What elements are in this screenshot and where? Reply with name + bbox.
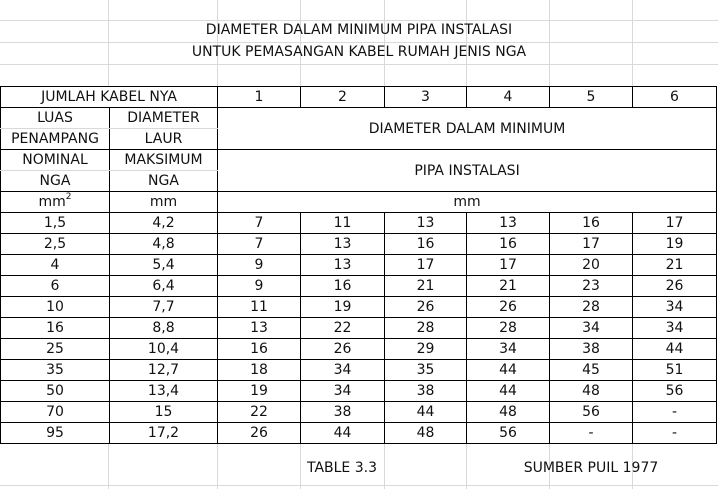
diameter-cell[interactable]: 16 <box>467 234 550 255</box>
diameter-cell[interactable]: 11 <box>218 297 301 318</box>
table-row <box>1 360 717 381</box>
area-cell[interactable]: 6 <box>1 276 110 297</box>
header-cell[interactable]: NOMINAL <box>1 150 110 171</box>
count-cell[interactable]: 4 <box>467 87 550 108</box>
diameter-cell[interactable]: 26 <box>218 423 301 444</box>
table-row <box>1 234 717 255</box>
area-cell[interactable]: 10 <box>1 297 110 318</box>
diameter-cell[interactable]: 34 <box>301 381 385 402</box>
table-reference: TABLE 3.3 <box>306 460 377 476</box>
grid-line <box>0 42 718 43</box>
diameter-cell[interactable]: 38 <box>550 339 633 360</box>
diameter-cell[interactable]: 17 <box>633 213 717 234</box>
count-cell[interactable]: 1 <box>218 87 301 108</box>
diameter-cell[interactable]: 13 <box>301 255 385 276</box>
diameter-cell[interactable]: 34 <box>467 339 550 360</box>
count-cell[interactable]: 5 <box>550 87 633 108</box>
unit-area-cell[interactable] <box>1 192 110 213</box>
diameter-cell[interactable]: - <box>633 423 717 444</box>
diameter-cell[interactable]: 23 <box>550 276 633 297</box>
grid-line <box>0 64 718 65</box>
diameter-cell[interactable]: 19 <box>218 381 301 402</box>
diameter-cell[interactable]: 38 <box>301 402 385 423</box>
area-cell[interactable]: 35 <box>1 360 110 381</box>
diameter-cell[interactable]: 19 <box>301 297 385 318</box>
diameter-cell[interactable]: 44 <box>467 360 550 381</box>
diameter-cell[interactable]: 21 <box>385 276 467 297</box>
table-row <box>1 402 717 423</box>
table-body <box>1 213 717 444</box>
diameter-cell[interactable]: - <box>550 423 633 444</box>
unit-mm-span-cell[interactable]: mm <box>218 192 717 213</box>
diameter-cell[interactable]: 51 <box>633 360 717 381</box>
diameter-cell[interactable]: 34 <box>633 318 717 339</box>
laur-cell[interactable]: 13,4 <box>110 381 218 402</box>
area-cell[interactable]: 1,5 <box>1 213 110 234</box>
diameter-cell[interactable]: 34 <box>550 318 633 339</box>
unit-row <box>1 192 717 213</box>
laur-cell[interactable]: 12,7 <box>110 360 218 381</box>
count-cell[interactable]: 6 <box>633 87 717 108</box>
laur-cell[interactable]: 4,2 <box>110 213 218 234</box>
diameter-cell[interactable]: 21 <box>633 255 717 276</box>
area-cell[interactable]: 95 <box>1 423 110 444</box>
grid-line <box>0 485 718 486</box>
diameter-cell[interactable]: 56 <box>633 381 717 402</box>
header-cell[interactable]: NGA <box>1 171 110 192</box>
table-row <box>1 318 717 339</box>
laur-cell[interactable]: 10,4 <box>110 339 218 360</box>
header-cell[interactable]: LAUR <box>110 129 218 150</box>
area-cell[interactable]: 25 <box>1 339 110 360</box>
laur-cell[interactable]: 8,8 <box>110 318 218 339</box>
diameter-cell[interactable]: 34 <box>301 360 385 381</box>
diameter-cell[interactable]: 21 <box>467 276 550 297</box>
diameter-cell[interactable]: 18 <box>218 360 301 381</box>
diameter-cell[interactable]: 16 <box>550 213 633 234</box>
header-row <box>1 108 717 129</box>
diameter-cell[interactable]: 35 <box>385 360 467 381</box>
sheet-title: DIAMETER DALAM MINIMUM PIPA INSTALASI <box>205 22 513 38</box>
diameter-cell[interactable]: 48 <box>550 381 633 402</box>
area-cell[interactable]: 2,5 <box>1 234 110 255</box>
header-cell[interactable]: LUAS <box>1 108 110 129</box>
diameter-cell[interactable]: 7 <box>218 234 301 255</box>
diameter-cell[interactable]: 28 <box>467 318 550 339</box>
diameter-cell[interactable]: 44 <box>385 402 467 423</box>
diameter-cell[interactable]: 48 <box>467 402 550 423</box>
table-row <box>1 339 717 360</box>
diameter-cell[interactable]: 22 <box>218 402 301 423</box>
diameter-cell[interactable]: 26 <box>385 297 467 318</box>
laur-cell[interactable]: 4,8 <box>110 234 218 255</box>
diameter-cell[interactable]: 38 <box>385 381 467 402</box>
laur-cell[interactable]: 7,7 <box>110 297 218 318</box>
diameter-cell[interactable]: 44 <box>467 381 550 402</box>
grid-line <box>0 20 718 21</box>
table-row <box>1 297 717 318</box>
diameter-min-header[interactable]: DIAMETER DALAM MINIMUM <box>218 108 717 150</box>
diameter-cell[interactable]: 9 <box>218 276 301 297</box>
count-cell[interactable]: 2 <box>301 87 385 108</box>
diameter-cell[interactable]: 22 <box>301 318 385 339</box>
diameter-cell[interactable]: 16 <box>301 276 385 297</box>
diameter-cell[interactable]: 45 <box>550 360 633 381</box>
diameter-cell[interactable]: 7 <box>218 213 301 234</box>
table-row <box>1 381 717 402</box>
count-header-row <box>1 87 717 108</box>
laur-cell[interactable]: 6,4 <box>110 276 218 297</box>
diameter-cell[interactable]: 20 <box>550 255 633 276</box>
laur-cell[interactable]: 17,2 <box>110 423 218 444</box>
diameter-cell[interactable]: 28 <box>385 318 467 339</box>
diameter-cell[interactable]: 13 <box>467 213 550 234</box>
header-cell[interactable]: PENAMPANG <box>1 129 110 150</box>
unit-mm-cell[interactable]: mm <box>110 192 218 213</box>
diameter-cell[interactable]: 9 <box>218 255 301 276</box>
diameter-cell[interactable]: 16 <box>385 234 467 255</box>
count-cell[interactable]: 3 <box>385 87 467 108</box>
sheet-subtitle: UNTUK PEMASANGAN KABEL RUMAH JENIS NGA <box>191 44 527 60</box>
diameter-cell[interactable]: 26 <box>467 297 550 318</box>
unit-area-sup: 2 <box>65 192 72 202</box>
area-cell[interactable]: 4 <box>1 255 110 276</box>
header-cell[interactable]: NGA <box>110 171 218 192</box>
diameter-cell[interactable]: 26 <box>633 276 717 297</box>
diameter-cell[interactable]: 26 <box>301 339 385 360</box>
count-label-cell[interactable]: JUMLAH KABEL NYA <box>1 87 218 108</box>
diameter-cell[interactable]: 44 <box>633 339 717 360</box>
diameter-cell[interactable]: 17 <box>467 255 550 276</box>
pipa-header[interactable]: PIPA INSTALASI <box>218 150 717 192</box>
diameter-cell[interactable]: 48 <box>385 423 467 444</box>
diameter-cell[interactable]: 29 <box>385 339 467 360</box>
laur-cell[interactable]: 15 <box>110 402 218 423</box>
header-row <box>1 150 717 171</box>
table-row <box>1 255 717 276</box>
diameter-cell[interactable]: 19 <box>633 234 717 255</box>
header-cell[interactable]: MAKSIMUM <box>110 150 218 171</box>
header-cell[interactable]: DIAMETER <box>110 108 218 129</box>
area-cell[interactable]: 70 <box>1 402 110 423</box>
diameter-cell[interactable]: 56 <box>467 423 550 444</box>
diameter-cell[interactable]: 56 <box>550 402 633 423</box>
diameter-cell[interactable]: 13 <box>218 318 301 339</box>
diameter-cell[interactable]: 34 <box>633 297 717 318</box>
unit-area-base: mm <box>38 194 66 210</box>
diameter-cell[interactable]: 17 <box>385 255 467 276</box>
source-note: SUMBER PUIL 1977 <box>523 460 659 476</box>
diameter-cell[interactable]: 28 <box>550 297 633 318</box>
table-row <box>1 423 717 444</box>
laur-cell[interactable]: 5,4 <box>110 255 218 276</box>
diameter-cell[interactable]: 17 <box>550 234 633 255</box>
diameter-cell[interactable]: 16 <box>218 339 301 360</box>
area-cell[interactable]: 50 <box>1 381 110 402</box>
table-row <box>1 276 717 297</box>
diameter-cell[interactable]: 13 <box>301 234 385 255</box>
diameter-cell[interactable]: 13 <box>385 213 467 234</box>
diameter-cell[interactable]: - <box>633 402 717 423</box>
diameter-cell[interactable]: 11 <box>301 213 385 234</box>
pipe-diameter-table <box>0 86 717 444</box>
diameter-cell[interactable]: 44 <box>301 423 385 444</box>
area-cell[interactable]: 16 <box>1 318 110 339</box>
table-row <box>1 213 717 234</box>
